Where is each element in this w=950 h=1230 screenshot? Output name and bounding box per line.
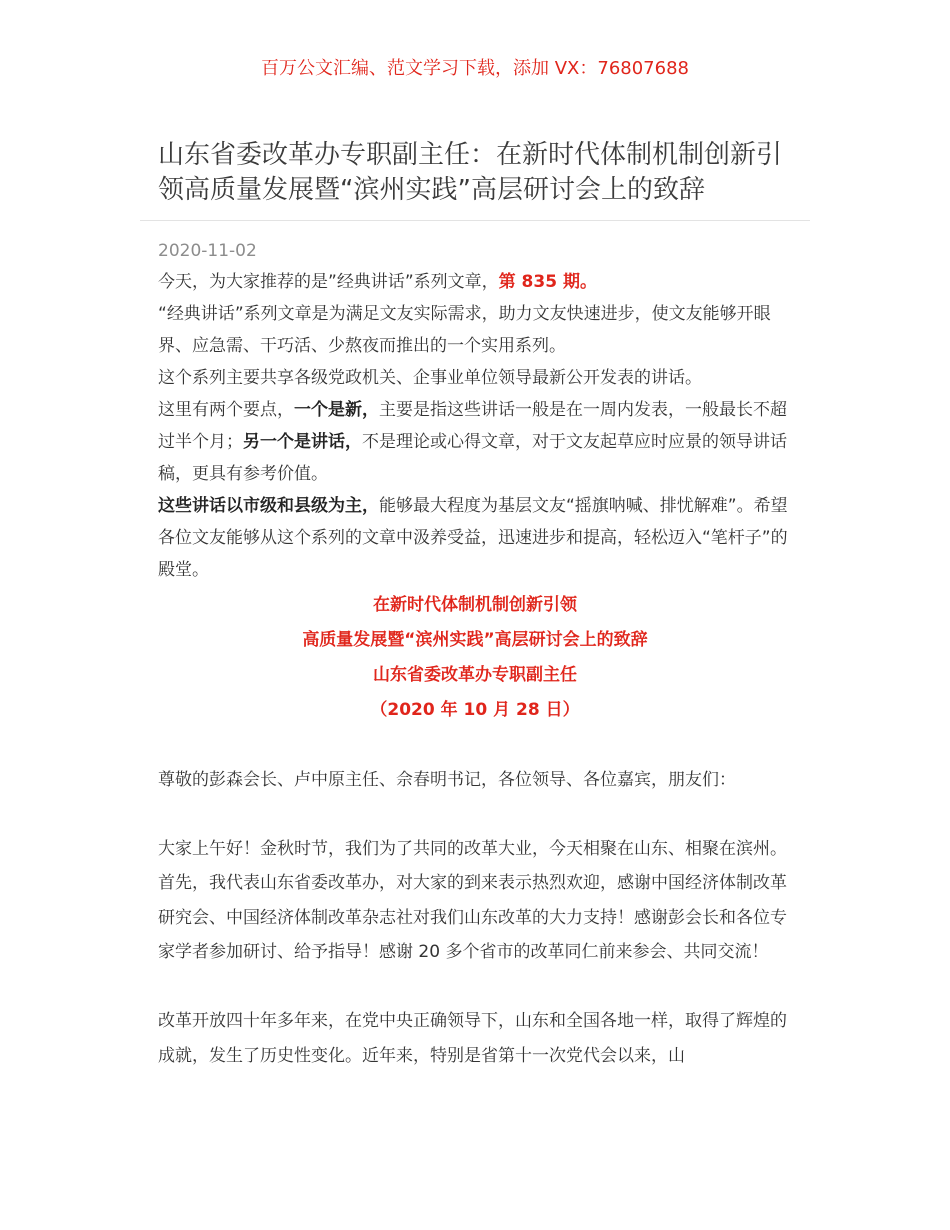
intro-text: 这里有两个要点， — [158, 400, 294, 420]
article-title: 山东省委改革办专职副主任：在新时代体制机制创新引领高质量发展暨“滨州实践”高层研讨会上的致辞 — [158, 140, 783, 205]
intro-text: “ — [158, 304, 167, 324]
key-point: 另一个是讲话， — [243, 432, 362, 452]
intro-text: ”系列文章， — [404, 272, 499, 292]
spacer — [158, 797, 792, 832]
speech-salutation: 尊敬的彭森会长、卢中原主任、佘春明书记，各位领导、各位嘉宾，朋友们： — [158, 769, 736, 790]
series-name: 经典讲话 — [336, 272, 405, 292]
key-point: 一个是新， — [294, 400, 379, 420]
article-body — [158, 266, 792, 1073]
intro-paragraph-1 — [158, 266, 792, 298]
speech-date: （2020 年 10 月 28 日） — [370, 700, 580, 720]
speech-title-line-1: 在新时代体制机制创新引领 — [373, 595, 577, 615]
intro-text: 不是理论或心得文章，对于文友起草应时应景的领导讲话稿，更具有参考价值。 — [158, 432, 787, 484]
intro-paragraph-4 — [158, 394, 792, 490]
key-point: 这些讲话以市级和县级为主， — [158, 496, 379, 516]
intro-paragraph-3: 这个系列主要共享各级党政机关、企事业单位领导最新公开发表的讲话。 — [158, 368, 702, 388]
speech-paragraph-2: 改革开放四十年多年来，在党中央正确领导下，山东和全国各地一样，取得了辉煌的成就，发生了历史性变化。近年来，特别是省第十一次党代会以来，山 — [158, 1011, 787, 1066]
article-date: 2020-11-02 — [158, 241, 257, 261]
intro-text: 今天，为大家推荐的是” — [158, 272, 337, 292]
speech-body — [158, 728, 792, 1073]
speech-paragraph-1: 大家上午好！金秋时节，我们为了共同的改革大业，今天相聚在山东、相聚在滨州。首先，我代表山东省委改革办，对大家的到来表示热烈欢迎，感谢中国经济体制改革研究会、中国经济体制改革杂志社对我们山东改革的大力支持！感谢彭会长和各位专家学者参加研讨、给予指导！感谢 20 多个省市的改革同仁前来参会、共同交流！ — [158, 838, 787, 962]
intro-paragraph-2 — [158, 298, 792, 362]
promo-banner: 百万公文汇编、范文学习下载，添加 VX：76807688 — [261, 58, 689, 79]
series-name: 经典讲话 — [166, 304, 235, 324]
intro-paragraph-5 — [158, 490, 792, 586]
intro-text: 能够最大程度为基层文友“摇旗呐喊、排忧解难”。希望各位文友能够从这个系列的文章中汲养受益，迅速进步和提高，轻松迈入“笔杆子”的殿堂。 — [158, 496, 788, 580]
speech-heading — [158, 588, 792, 728]
title-divider — [140, 220, 810, 221]
spacer — [158, 728, 792, 763]
intro-text: 主要是指这些讲话一般是在一周内发表，一般最长不超过半个月； — [158, 400, 787, 452]
issue-number: 第 835 期。 — [498, 272, 597, 292]
speech-speaker: 山东省委改革办专职副主任 — [373, 665, 577, 685]
spacer — [158, 970, 792, 1005]
speech-title-line-2: 高质量发展暨“滨州实践”高层研讨会上的致辞 — [302, 630, 648, 650]
intro-text: ”系列文章是为满足文友实际需求，助力文友快速进步，使文友能够开眼界、应急需、干巧活、少熬夜而推出的一个实用系列。 — [158, 304, 771, 356]
